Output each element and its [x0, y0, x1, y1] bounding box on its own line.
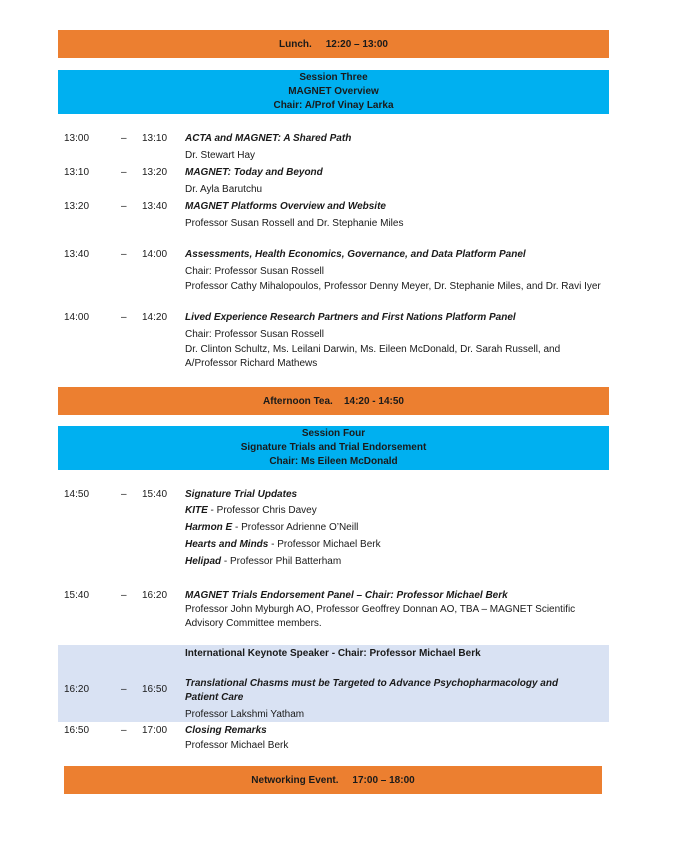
trial-line-harmon-e: [185, 521, 610, 535]
time-dash: –: [121, 249, 127, 260]
time-dash: –: [121, 312, 127, 323]
start-time: 14:00: [64, 312, 90, 323]
item-title: Closing Remarks: [185, 725, 267, 736]
trial-line-helipad: [185, 555, 610, 569]
end-time: 16:50: [142, 684, 168, 695]
end-time: 14:00: [142, 249, 168, 260]
start-time: 14:50: [64, 489, 90, 500]
trial-presenter: - Professor Michael Berk: [268, 539, 381, 550]
session-chair: Chair: A/Prof Vinay Larka: [273, 100, 394, 111]
end-time: 16:20: [142, 590, 168, 601]
start-time: 15:40: [64, 590, 90, 601]
time-dash: –: [121, 167, 127, 178]
start-time: 13:40: [64, 249, 90, 260]
start-time: 13:00: [64, 133, 90, 144]
time-dash: –: [121, 590, 127, 601]
session-three-header: [58, 70, 609, 114]
trial-name: KITE: [185, 505, 208, 516]
trial-name: Helipad: [185, 556, 222, 567]
lunch-label: Lunch. 12:20 – 13:00: [279, 38, 388, 50]
trial-line-kite: [185, 504, 610, 518]
time-dash: –: [121, 201, 127, 212]
afternoon-tea-label: Afternoon Tea. 14:20 - 14:50: [263, 395, 404, 407]
end-time: 13:40: [142, 201, 168, 212]
trial-presenter: - Professor Chris Davey: [207, 505, 317, 516]
session-four-header: [58, 426, 609, 470]
session-subtitle: MAGNET Overview: [288, 86, 379, 97]
time-dash: –: [121, 133, 127, 144]
session-chair: Chair: Ms Eileen McDonald: [269, 456, 398, 467]
item-title: Assessments, Health Economics, Governance, and Data Platform Panel: [185, 249, 526, 260]
item-title: MAGNET Platforms Overview and Website: [185, 201, 386, 212]
item-speakers: Dr. Clinton Schultz, Ms. Leilani Darwin, Ms. Eileen McDonald, Dr. Sarah Russell, and A/Professor Richard Mathews: [185, 344, 561, 369]
trial-name: Hearts and Minds: [185, 539, 269, 550]
item-chair: Chair: Professor Susan Rossell: [185, 329, 324, 340]
start-time: 13:20: [64, 201, 90, 212]
lunch-banner: [58, 30, 609, 58]
item-title: Lived Experience Research Partners and First Nations Platform Panel: [185, 312, 516, 323]
trial-name: Harmon E: [185, 522, 233, 533]
start-time: 13:10: [64, 167, 90, 178]
session-title: Session Four: [301, 428, 366, 439]
trial-line-hearts-and-minds: [185, 538, 610, 552]
trial-presenter: - Professor Phil Batterham: [221, 556, 342, 567]
start-time: 16:20: [64, 684, 90, 695]
end-time: 13:20: [142, 167, 168, 178]
end-time: 15:40: [142, 489, 168, 500]
item-title: Signature Trial Updates: [185, 489, 298, 500]
item-speaker: Professor Michael Berk: [185, 740, 289, 751]
networking-banner: [64, 766, 602, 794]
end-time: 14:20: [142, 312, 168, 323]
session-subtitle: Signature Trials and Trial Endorsement: [240, 442, 427, 453]
trial-presenter: - Professor Adrienne O’Neill: [232, 522, 359, 533]
item-speaker: Professor Lakshmi Yatham: [185, 709, 305, 720]
item-title: Translational Chasms must be Targeted to Advance Psychopharmacology and Patient Care: [185, 678, 559, 703]
keynote-heading: International Keynote Speaker - Chair: Professor Michael Berk: [185, 648, 481, 659]
item-speaker: Dr. Stewart Hay: [185, 150, 256, 161]
end-time: 17:00: [142, 725, 168, 736]
item-speakers: Professor John Myburgh AO, Professor Geoffrey Donnan AO, TBA – MAGNET Scientific Advisory Committee members.: [185, 604, 576, 629]
time-dash: –: [121, 725, 127, 736]
afternoon-tea-banner: [58, 387, 609, 415]
item-speaker: Dr. Ayla Barutchu: [185, 184, 263, 195]
item-title: MAGNET Trials Endorsement Panel – Chair: Professor Michael Berk: [185, 590, 508, 601]
item-title: ACTA and MAGNET: A Shared Path: [185, 133, 352, 144]
start-time: 16:50: [64, 725, 90, 736]
time-dash: –: [121, 489, 127, 500]
item-title: MAGNET: Today and Beyond: [185, 167, 323, 178]
networking-label: Networking Event. 17:00 – 18:00: [251, 774, 415, 786]
session-title: Session Three: [299, 72, 368, 83]
time-dash: –: [121, 684, 127, 695]
end-time: 13:10: [142, 133, 168, 144]
item-speaker: Professor Susan Rossell and Dr. Stephanie Miles: [185, 218, 404, 229]
item-speakers: Professor Cathy Mihalopoulos, Professor Denny Meyer, Dr. Stephanie Miles, and Dr. Ravi Iyer: [185, 281, 601, 292]
item-chair: Chair: Professor Susan Rossell: [185, 266, 324, 277]
